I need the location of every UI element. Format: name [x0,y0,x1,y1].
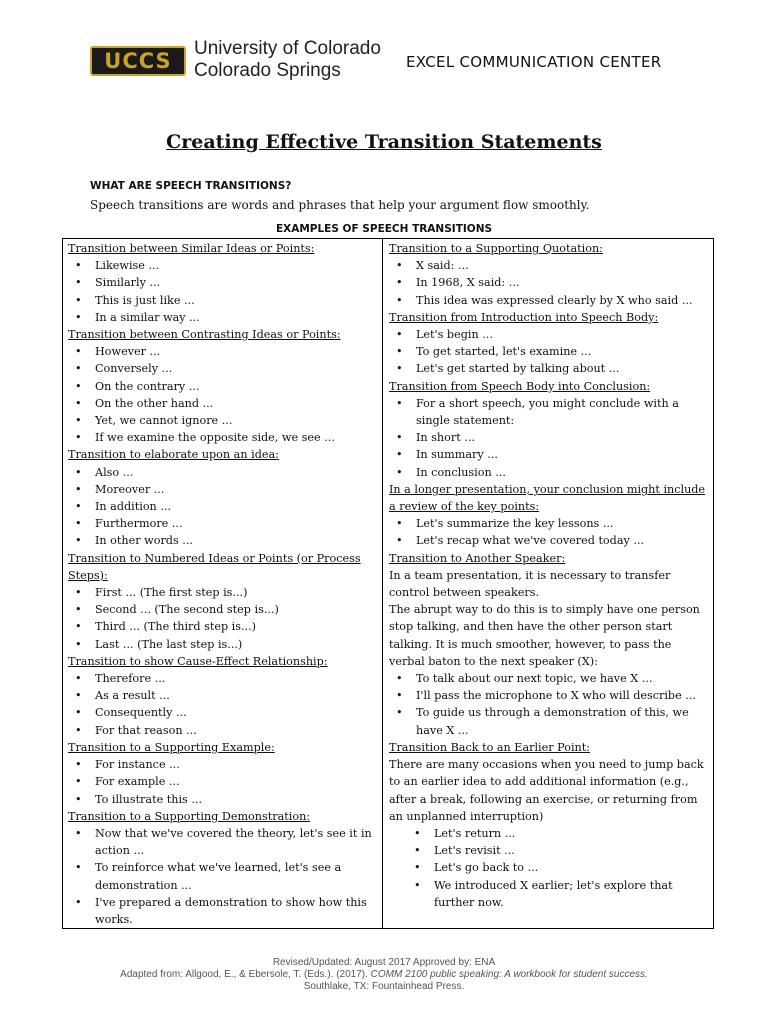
section-heading: Transition to elaborate upon an idea: [68,448,279,462]
university-line2: Colorado Springs [194,60,341,81]
citation-title: COMM 2100 public speaking: A workbook for student success. [370,969,648,980]
list-item: • On the other hand ... [68,395,378,412]
list-item: • In other words ... [68,532,378,549]
list-item: • In summary ... [389,446,709,463]
list-item: • I've prepared a demonstration to show how this works. [68,894,378,928]
footer-revision: Revised/Updated: August 2017 Approved by: ENA [272,957,496,968]
paragraph: There are many occasions when you need to jump back to an earlier idea to add additional information (e.g., after a break, following an exercise, or returning from an unplanned interruption) [389,758,704,823]
section-heading: In a longer presentation, your conclusion might include a review of the key points: [389,482,706,514]
footer-publisher: Southlake, TX: Fountainhead Press. [303,981,465,992]
section-heading: Transition between Similar Ideas or Points: [68,242,315,255]
list-item: • Let's begin ... [389,326,709,343]
paragraph: The abrupt way to do this is to simply have one person stop talking, and then have the other person start talking. It is much smoother, however, to pass the verbal baton to the next speaker (X): [389,603,700,668]
footer [0,957,768,993]
transitions-table [62,238,714,929]
section-heading: Transition to Numbered Ideas or Points (or Process Steps): [68,551,361,582]
list-item: • Consequently ... [68,704,378,721]
list-item: • For example ... [68,773,378,790]
footer-citation [0,969,768,981]
university-name [194,38,381,82]
list-item: • However ... [68,343,378,360]
section-heading: Transition to a Supporting Example: [68,740,275,754]
page-title: Creating Effective Transition Statements [166,131,602,153]
citation-authors: Adapted from: Allgood, E., & Ebersole, T. (Eds.). (2017). [120,969,371,980]
section-heading: Transition to Another Speaker: [389,551,566,565]
list-item: • Second ... (The second step is...) [68,601,378,618]
list-item: • X said: ... [389,257,709,274]
section-heading: Transition from Speech Body into Conclusion: [389,379,651,393]
list-item: • Last ... (The last step is...) [68,636,378,653]
list-item: • Let's recap what we've covered today ... [389,532,709,549]
section-heading: Transition from Introduction into Speech Body: [389,310,659,324]
list-item: • In short ... [389,429,709,446]
list-item: • Let's get started by talking about ... [389,360,709,377]
list-item: • In a similar way ... [68,309,378,326]
list-item: • Likewise ... [68,257,378,274]
table-left-column [63,239,383,928]
section-heading: Transition between Contrasting Ideas or Points: [68,328,341,342]
list-item: • Yet, we cannot ignore ... [68,412,378,429]
list-item: • In addition ... [68,498,378,515]
document-header [90,38,710,88]
paragraph: In a team presentation, it is necessary to transfer control between speakers. [389,568,671,600]
list-item: • For instance ... [68,756,378,773]
list-item: • We introduced X earlier; let's explore that further now. [389,877,709,911]
list-item: • I'll pass the microphone to X who will describe ... [389,687,709,704]
list-item: • To reinforce what we've learned, let's see a demonstration ... [68,859,378,893]
list-item: • To guide us through a demonstration of this, we have X ... [389,704,709,738]
list-item: • In conclusion ... [389,464,709,481]
list-item: • If we examine the opposite side, we see ... [68,429,378,446]
list-item: • As a result ... [68,687,378,704]
center-name: EXCEL COMMUNICATION CENTER [406,53,662,71]
section-heading: Transition to a Supporting Quotation: [389,242,603,255]
list-item: • For a short speech, you might conclude with a single statement: [389,395,709,429]
university-line1: University of Colorado [194,38,381,59]
section-heading: Transition to show Cause-Effect Relationship: [68,654,328,668]
section-heading: Transition to a Supporting Demonstration: [68,809,311,823]
list-item: • For that reason ... [68,722,378,739]
intro-text: Speech transitions are words and phrases that help your argument flow smoothly. [90,198,590,212]
list-item: • Similarly ... [68,274,378,291]
list-item: • Third ... (The third step is...) [68,618,378,635]
section-question: WHAT ARE SPEECH TRANSITIONS? [90,180,292,192]
list-item: • Let's revisit ... [389,842,709,859]
uccs-logo: UCCS [90,46,186,76]
list-item: • Furthermore ... [68,515,378,532]
list-item: • Let's go back to ... [389,859,709,876]
table-right-column [383,239,713,928]
table-title: EXAMPLES OF SPEECH TRANSITIONS [275,223,493,235]
list-item: • On the contrary ... [68,378,378,395]
list-item: • Moreover ... [68,481,378,498]
list-item: • Now that we've covered the theory, let's see it in action ... [68,825,378,859]
list-item: • Conversely ... [68,360,378,377]
list-item: • Also ... [68,464,378,481]
list-item: • In 1968, X said: ... [389,274,709,291]
list-item: • Therefore ... [68,670,378,687]
list-item: • To get started, let's examine ... [389,343,709,360]
list-item: • To illustrate this ... [68,791,378,808]
list-item: • This idea was expressed clearly by X who said ... [389,292,709,309]
list-item: • First ... (The first step is...) [68,584,378,601]
section-heading: Transition Back to an Earlier Point: [389,740,591,754]
list-item: • Let's return ... [389,825,709,842]
list-item: • Let's summarize the key lessons ... [389,515,709,532]
list-item: • This is just like ... [68,292,378,309]
list-item: • To talk about our next topic, we have X ... [389,670,709,687]
